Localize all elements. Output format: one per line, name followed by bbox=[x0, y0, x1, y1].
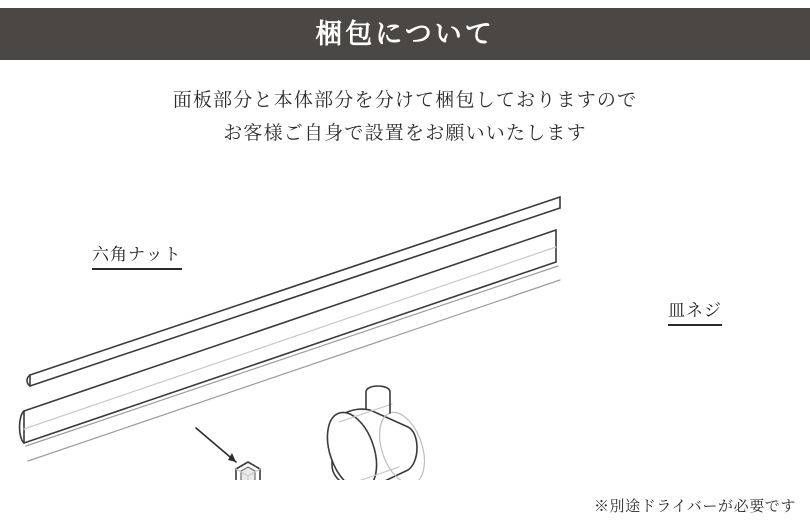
footnote-text: ※別途ドライバーが必要です bbox=[593, 498, 796, 515]
label-hex-nut: 六角ナット bbox=[92, 240, 182, 270]
intro-text bbox=[0, 84, 810, 151]
bracket-clamp bbox=[318, 386, 433, 480]
page-title: 梱包について bbox=[315, 18, 495, 49]
intro-line-2: お客様ご自身で設置をお願いいたします bbox=[223, 123, 587, 145]
label-flat-screw: 皿ネジ bbox=[668, 296, 722, 326]
hex-nut-leader-line bbox=[196, 428, 236, 462]
header-banner bbox=[0, 8, 810, 60]
handrail-bar bbox=[20, 197, 561, 461]
intro-line-1: 面板部分と本体部分を分けて梱包しておりますので bbox=[172, 90, 638, 111]
hex-nut bbox=[236, 462, 260, 480]
